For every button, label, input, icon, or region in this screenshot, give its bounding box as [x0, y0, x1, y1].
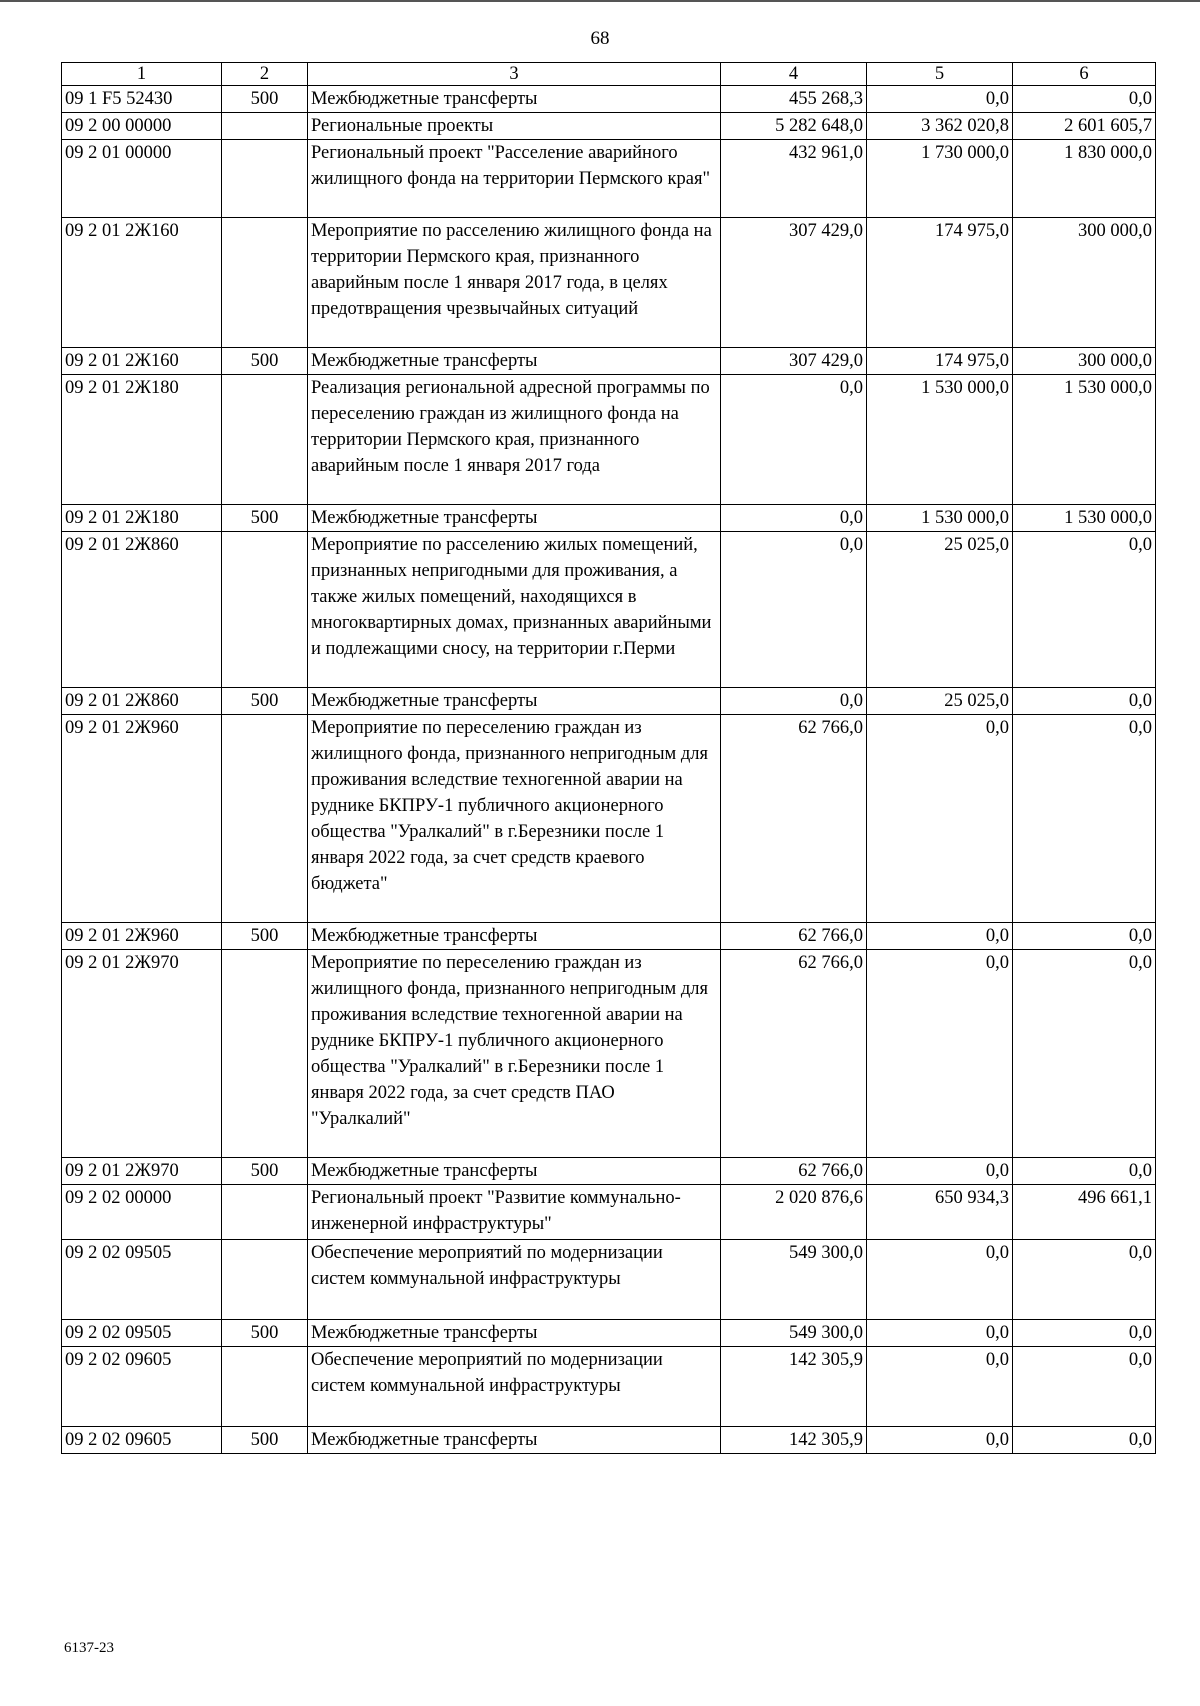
cell-name: Мероприятие по расселению жилищного фонда на территории Пермского края, признанного аварийным после 1 января 2017 года, в целях предотвращения чрезвычайных ситуаций	[308, 218, 721, 348]
cell-value-1: 62 766,0	[721, 715, 867, 923]
cell-value-1: 307 429,0	[721, 218, 867, 348]
cell-value-1: 5 282 648,0	[721, 113, 867, 140]
cell-type: 500	[222, 1427, 308, 1454]
budget-table	[61, 62, 1156, 1454]
cell-type: 500	[222, 1320, 308, 1347]
cell-value-2: 0,0	[867, 1320, 1013, 1347]
table-row	[62, 1427, 1156, 1454]
cell-code: 09 2 01 2Ж970	[62, 1158, 222, 1185]
cell-code: 09 2 01 2Ж180	[62, 505, 222, 532]
cell-code: 09 2 02 09505	[62, 1240, 222, 1320]
cell-value-1: 455 268,3	[721, 86, 867, 113]
cell-value-2: 0,0	[867, 86, 1013, 113]
header-col-3: 3	[308, 63, 721, 86]
cell-value-2: 0,0	[867, 715, 1013, 923]
cell-value-2: 1 730 000,0	[867, 140, 1013, 218]
cell-value-2: 1 530 000,0	[867, 375, 1013, 505]
cell-value-3: 1 530 000,0	[1013, 505, 1156, 532]
cell-value-1: 549 300,0	[721, 1240, 867, 1320]
cell-value-2: 174 975,0	[867, 348, 1013, 375]
table-row	[62, 375, 1156, 505]
table-row	[62, 140, 1156, 218]
cell-value-1: 62 766,0	[721, 1158, 867, 1185]
cell-value-2: 25 025,0	[867, 688, 1013, 715]
cell-value-2: 3 362 020,8	[867, 113, 1013, 140]
cell-value-2: 0,0	[867, 1347, 1013, 1427]
cell-value-3: 0,0	[1013, 1240, 1156, 1320]
cell-value-2: 0,0	[867, 923, 1013, 950]
cell-value-3: 0,0	[1013, 923, 1156, 950]
page-number: 68	[590, 28, 610, 49]
cell-name: Межбюджетные трансферты	[308, 688, 721, 715]
cell-value-3: 0,0	[1013, 532, 1156, 688]
cell-value-3: 0,0	[1013, 1347, 1156, 1427]
cell-value-3: 0,0	[1013, 86, 1156, 113]
cell-type	[222, 113, 308, 140]
cell-code: 09 2 00 00000	[62, 113, 222, 140]
cell-type	[222, 1240, 308, 1320]
table-row	[62, 113, 1156, 140]
cell-code: 09 2 01 2Ж160	[62, 218, 222, 348]
header-col-6: 6	[1013, 63, 1156, 86]
cell-name: Мероприятие по переселению граждан из жилищного фонда, признанного непригодным для проживания вследствие техногенной аварии на руднике БКПРУ-1 публичного акционерного общества "Уралкалий" в г.Березники после 1 января 2022 года, за счет средств ПАО "Уралкалий"	[308, 950, 721, 1158]
cell-value-1: 0,0	[721, 505, 867, 532]
cell-type: 500	[222, 688, 308, 715]
cell-code: 09 2 01 2Ж960	[62, 715, 222, 923]
cell-type	[222, 532, 308, 688]
cell-code: 09 2 01 2Ж960	[62, 923, 222, 950]
header-col-5: 5	[867, 63, 1013, 86]
cell-name: Обеспечение мероприятий по модернизации систем коммунальной инфраструктуры	[308, 1240, 721, 1320]
cell-code: 09 2 01 2Ж860	[62, 688, 222, 715]
cell-value-2: 650 934,3	[867, 1185, 1013, 1240]
table-row	[62, 1158, 1156, 1185]
table-row	[62, 505, 1156, 532]
cell-value-2: 174 975,0	[867, 218, 1013, 348]
cell-value-3: 0,0	[1013, 715, 1156, 923]
table-row	[62, 1347, 1156, 1427]
cell-code: 09 2 02 09605	[62, 1427, 222, 1454]
cell-code: 09 2 01 2Ж180	[62, 375, 222, 505]
cell-value-2: 25 025,0	[867, 532, 1013, 688]
header-col-1: 1	[62, 63, 222, 86]
cell-value-2: 0,0	[867, 1240, 1013, 1320]
table-row	[62, 1320, 1156, 1347]
cell-value-1: 62 766,0	[721, 923, 867, 950]
cell-code: 09 2 02 09605	[62, 1347, 222, 1427]
cell-name: Мероприятие по переселению граждан из жилищного фонда, признанного непригодным для проживания вследствие техногенной аварии на руднике БКПРУ-1 публичного акционерного общества "Уралкалий" в г.Березники после 1 января 2022 года, за счет средств краевого бюджета"	[308, 715, 721, 923]
cell-value-3: 0,0	[1013, 1427, 1156, 1454]
cell-type: 500	[222, 1158, 308, 1185]
header-col-4: 4	[721, 63, 867, 86]
cell-value-1: 0,0	[721, 532, 867, 688]
table-row	[62, 86, 1156, 113]
cell-code: 09 1 F5 52430	[62, 86, 222, 113]
cell-code: 09 2 01 2Ж860	[62, 532, 222, 688]
table-row	[62, 1240, 1156, 1320]
cell-value-3: 0,0	[1013, 1158, 1156, 1185]
cell-type: 500	[222, 86, 308, 113]
cell-name: Региональный проект "Расселение аварийного жилищного фонда на территории Пермского края"	[308, 140, 721, 218]
cell-value-3: 300 000,0	[1013, 348, 1156, 375]
cell-name: Межбюджетные трансферты	[308, 1320, 721, 1347]
cell-value-3: 1 530 000,0	[1013, 375, 1156, 505]
table-row	[62, 348, 1156, 375]
scan-edge	[0, 0, 1200, 12]
cell-code: 09 2 01 2Ж970	[62, 950, 222, 1158]
header-col-2: 2	[222, 63, 308, 86]
cell-value-1: 0,0	[721, 375, 867, 505]
cell-value-3: 0,0	[1013, 1320, 1156, 1347]
cell-value-3: 0,0	[1013, 950, 1156, 1158]
cell-name: Региональный проект "Развитие коммунально-инженерной инфраструктуры"	[308, 1185, 721, 1240]
cell-value-1: 62 766,0	[721, 950, 867, 1158]
cell-name: Межбюджетные трансферты	[308, 1427, 721, 1454]
cell-name: Межбюджетные трансферты	[308, 348, 721, 375]
cell-name: Региональные проекты	[308, 113, 721, 140]
cell-name: Межбюджетные трансферты	[308, 923, 721, 950]
document-code: 6137-23	[64, 1640, 114, 1656]
table-row	[62, 1185, 1156, 1240]
cell-code: 09 2 02 00000	[62, 1185, 222, 1240]
cell-value-1: 307 429,0	[721, 348, 867, 375]
cell-name: Межбюджетные трансферты	[308, 505, 721, 532]
cell-type	[222, 1347, 308, 1427]
cell-type: 500	[222, 923, 308, 950]
cell-value-2: 0,0	[867, 1427, 1013, 1454]
cell-code: 09 2 01 2Ж160	[62, 348, 222, 375]
cell-type	[222, 1185, 308, 1240]
table-row	[62, 950, 1156, 1158]
table-row	[62, 923, 1156, 950]
cell-value-2: 0,0	[867, 950, 1013, 1158]
cell-value-1: 432 961,0	[721, 140, 867, 218]
cell-type: 500	[222, 348, 308, 375]
cell-name: Обеспечение мероприятий по модернизации систем коммунальной инфраструктуры	[308, 1347, 721, 1427]
table-row	[62, 715, 1156, 923]
cell-value-1: 142 305,9	[721, 1347, 867, 1427]
cell-value-1: 0,0	[721, 688, 867, 715]
cell-value-3: 0,0	[1013, 688, 1156, 715]
table-row	[62, 218, 1156, 348]
cell-value-1: 549 300,0	[721, 1320, 867, 1347]
cell-value-3: 1 830 000,0	[1013, 140, 1156, 218]
cell-type	[222, 218, 308, 348]
cell-value-2: 1 530 000,0	[867, 505, 1013, 532]
cell-type	[222, 715, 308, 923]
cell-value-3: 300 000,0	[1013, 218, 1156, 348]
cell-type	[222, 140, 308, 218]
cell-type: 500	[222, 505, 308, 532]
cell-value-3: 496 661,1	[1013, 1185, 1156, 1240]
cell-name: Реализация региональной адресной программы по переселению граждан из жилищного фонда на территории Пермского края, признанного аварийным после 1 января 2017 года	[308, 375, 721, 505]
cell-name: Мероприятие по расселению жилых помещений, признанных непригодными для проживания, а также жилых помещений, находящихся в многоквартирных домах, признанных аварийными и подлежащими сносу, на территории г.Перми	[308, 532, 721, 688]
header-row	[62, 63, 1156, 86]
table-row	[62, 532, 1156, 688]
cell-type	[222, 950, 308, 1158]
cell-name: Межбюджетные трансферты	[308, 86, 721, 113]
cell-value-3: 2 601 605,7	[1013, 113, 1156, 140]
cell-name: Межбюджетные трансферты	[308, 1158, 721, 1185]
cell-value-1: 142 305,9	[721, 1427, 867, 1454]
cell-value-2: 0,0	[867, 1158, 1013, 1185]
cell-code: 09 2 01 00000	[62, 140, 222, 218]
cell-type	[222, 375, 308, 505]
cell-value-1: 2 020 876,6	[721, 1185, 867, 1240]
table-row	[62, 688, 1156, 715]
cell-code: 09 2 02 09505	[62, 1320, 222, 1347]
